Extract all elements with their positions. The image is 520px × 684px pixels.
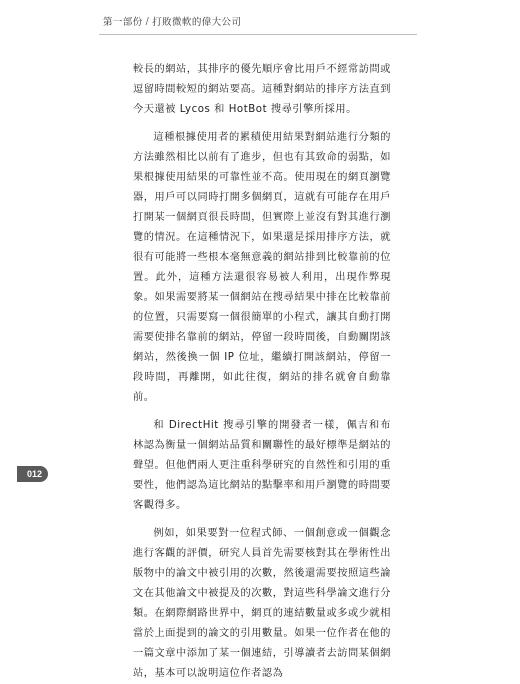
paragraph-2: 這種根據使用者的累積使用結果對網站進行分類的方法雖然相比以前有了進步，但也有其致命的弱點，如果根據使用結果的可靠性並不高。使用現在的網頁瀏覽器，用戶可以同時打開多個網頁，這就有可能存在用戶打開某一個網頁很長時間，但實際上並沒有對其進行瀏覽的情況。在這種情況下，如果還是採用排序方法，就很有可能將一些根本毫無意義的網站排到比較靠前的位置。此外，這種方法還很容易被人利用，出現作弊現象。如果需要將某一個網站在搜尋結果中排在比較靠前的位置，只需要寫一個很簡單的小程式，讓其自動打開需要使排名靠前的網站，停留一段時間後，自動關閉該網站，然後換一個 IP 位址，繼續打開該網站，停留一段時間，再離開，如此往復，網站的排名就會自動靠前。 (133, 132, 391, 403)
header-rule (99, 34, 417, 35)
part-label: 第一部份 (103, 17, 143, 28)
running-header (103, 13, 241, 29)
page-number: 012 (17, 466, 48, 482)
page-number-tab (0, 463, 48, 485)
body-text (133, 60, 391, 684)
paragraph-3: 和 DirectHit 搜尋引擎的開發者一樣，佩吉和布林認為衡量一個網站品質和關聯性的最好標準是網站的聲望。但他們兩人更注重科學研究的自然性和引用的重要性，他們認為這比網站的點擊率和用戶瀏覽的時間要客觀得多。 (133, 420, 391, 511)
paragraph-1: 較長的網站，其排序的優先順序會比用戶不經常訪問或逗留時間較短的網站要高。這種對網站的排序方法直到今天還被 Lycos 和 HotBot 搜尋引擎所採用。 (133, 64, 391, 115)
chapter-title: 打敗微軟的偉大公司 (152, 17, 242, 28)
paragraph-4: 例如，如果要對一位程式師、一個創意或一個觀念進行客觀的評價，研究人員首先需要核對其在學術性出版物中的論文中被引用的次數，然後還需要按照這些論文在其他論文中被提及的次數，對這些科學論文進行分類。在網際網路世界中，網頁的連結數量或多或少就相當於上面提到的論文的引用數量。如果一位作者在他的一篇文章中添加了某一個連結，引導讀者去訪問某個網站，基本可以說明這位作者認為 (133, 528, 391, 679)
header-separator: / (145, 15, 150, 27)
